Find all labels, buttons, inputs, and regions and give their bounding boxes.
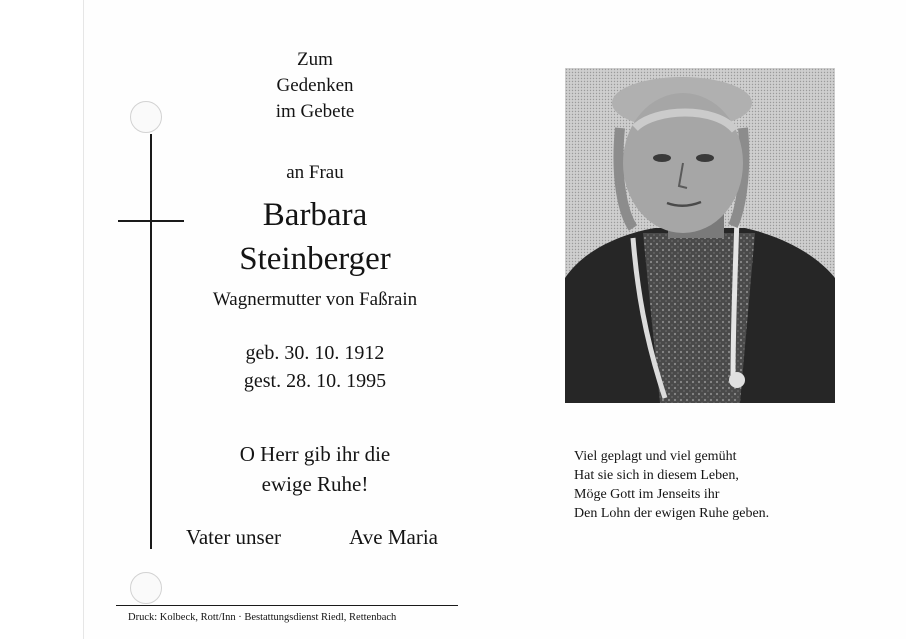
prayer-item: Ave Maria — [349, 525, 438, 549]
punch-hole-top — [130, 101, 162, 133]
salutation: an Frau — [286, 162, 344, 183]
prayer-line: ewige Ruhe! — [261, 472, 369, 496]
intro-line: Gedenken — [276, 75, 354, 96]
footer-divider — [116, 605, 458, 606]
intro-line: Zum — [297, 49, 333, 70]
printer-credit: Druck: Kolbeck, Rott/Inn · Bestattungsdienst Riedl, Rettenbach — [128, 612, 397, 623]
intro-line: im Gebete — [275, 101, 355, 122]
prayer-list — [186, 522, 438, 552]
last-name: Steinberger — [239, 241, 391, 277]
poem-line: Hat sie sich in diesem Leben, — [574, 468, 739, 483]
portrait-photo — [565, 68, 835, 403]
poem-line: Möge Gott im Jenseits ihr — [574, 487, 720, 502]
cross-bar — [118, 220, 184, 222]
poem-line: Den Lohn der ewigen Ruhe geben. — [574, 506, 770, 521]
prayer-item: Vater unser — [186, 525, 282, 549]
cross-icon — [150, 134, 152, 549]
prayer-line: O Herr gib ihr die — [239, 442, 391, 466]
death-date: gest. 28. 10. 1995 — [243, 370, 387, 392]
memorial-intro — [186, 47, 444, 125]
punch-hole-bottom — [130, 572, 162, 604]
life-dates — [186, 339, 444, 395]
deceased-name — [186, 193, 444, 281]
poem-line: Viel geplagt und viel gemüht — [574, 449, 737, 464]
first-name: Barbara — [262, 197, 368, 233]
portrait-illustration — [565, 68, 835, 403]
deceased-description: Wagnermutter von Faßrain — [212, 289, 418, 310]
memorial-poem — [574, 447, 844, 523]
prayer-text — [186, 439, 444, 499]
birth-date: geb. 30. 10. 1912 — [245, 342, 385, 364]
